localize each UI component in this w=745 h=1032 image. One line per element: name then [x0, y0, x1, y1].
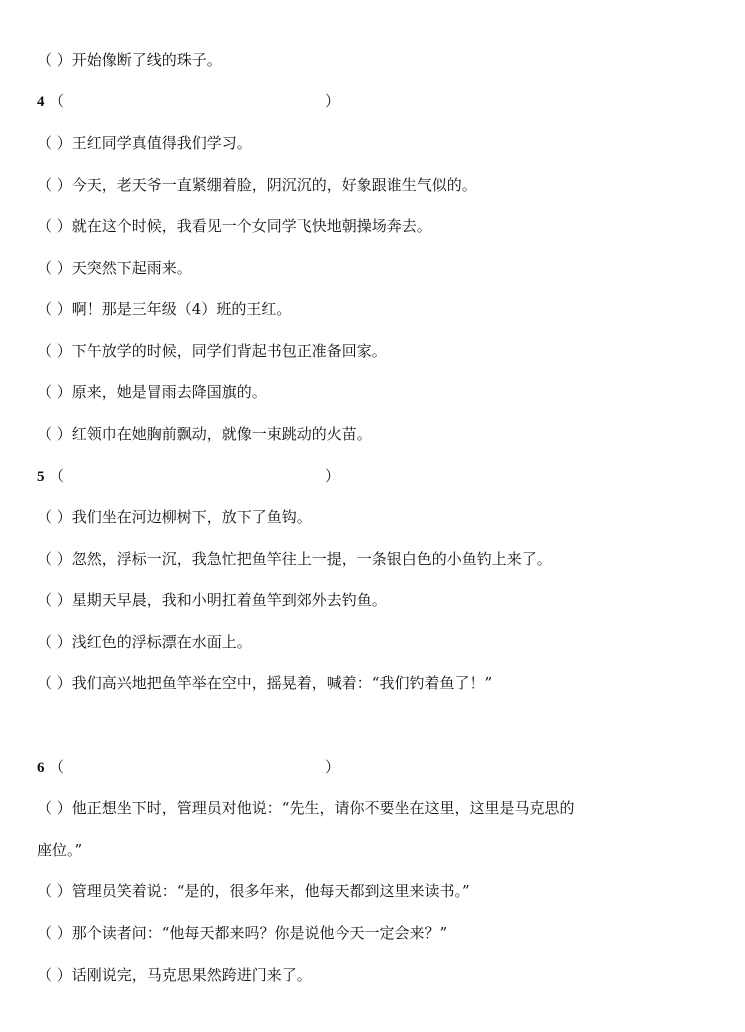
sentence-line: （ ）下午放学的时候，同学们背起书包正准备回家。 [37, 342, 387, 360]
sentence-line: （ ）管理员笑着说：“是的，很多年来，他每天都到这里来读书。” [37, 882, 470, 900]
sentence-line: （ ）啊！那是三年级（4）班的王红。 [37, 300, 292, 318]
sentence-line: （ ）他正想坐下时，管理员对他说：“先生，请你不要坐在这里，这里是马克思的 [37, 799, 575, 817]
question-heading-5 [37, 466, 341, 487]
sentence-line: （ ）红领巾在她胸前飘动，就像一束跳动的火苗。 [37, 425, 372, 443]
sentence-line: （ ）我们坐在河边柳树下，放下了鱼钩。 [37, 508, 312, 526]
sentence-line: （ ）王红同学真值得我们学习。 [37, 134, 252, 152]
open-paren: （ [49, 92, 65, 110]
open-paren: （ [49, 467, 65, 485]
sentence-line: （ ）我们高兴地把鱼竿举在空中，摇晃着，喊着：“我们钓着鱼了！” [37, 674, 493, 692]
sentence-line: （ ）原来，她是冒雨去降国旗的。 [37, 383, 267, 401]
question-number: 4 [37, 94, 45, 110]
sentence-line: （ ）忽然，浮标一沉，我急忙把鱼竿往上一提，一条银白色的小鱼钓上来了。 [37, 550, 552, 568]
open-paren: （ [49, 758, 65, 776]
close-paren: ） [325, 467, 341, 485]
question-number: 6 [37, 760, 45, 776]
sentence-line: （ ）浅红色的浮标漂在水面上。 [37, 633, 252, 651]
sentence-line: （ ）那个读者问：“他每天都来吗？你是说他今天一定会来？” [37, 924, 448, 942]
close-paren: ） [325, 92, 341, 110]
sentence-line: （ ）开始像断了线的珠子。 [37, 51, 222, 69]
sentence-line: （ ）今天，老天爷一直紧绷着脸，阴沉沉的，好象跟谁生气似的。 [37, 176, 477, 194]
sentence-line: （ ）话刚说完，马克思果然跨进门来了。 [37, 966, 312, 984]
sentence-line-continuation: 座位。” [37, 841, 83, 859]
question-heading-6 [37, 757, 341, 778]
sentence-line: （ ）星期天早晨，我和小明扛着鱼竿到郊外去钓鱼。 [37, 591, 387, 609]
question-heading-4 [37, 91, 341, 112]
sentence-line: （ ）天突然下起雨来。 [37, 259, 192, 277]
close-paren: ） [325, 758, 341, 776]
sentence-line: （ ）就在这个时候，我看见一个女同学飞快地朝操场奔去。 [37, 217, 432, 235]
question-number: 5 [37, 469, 45, 485]
